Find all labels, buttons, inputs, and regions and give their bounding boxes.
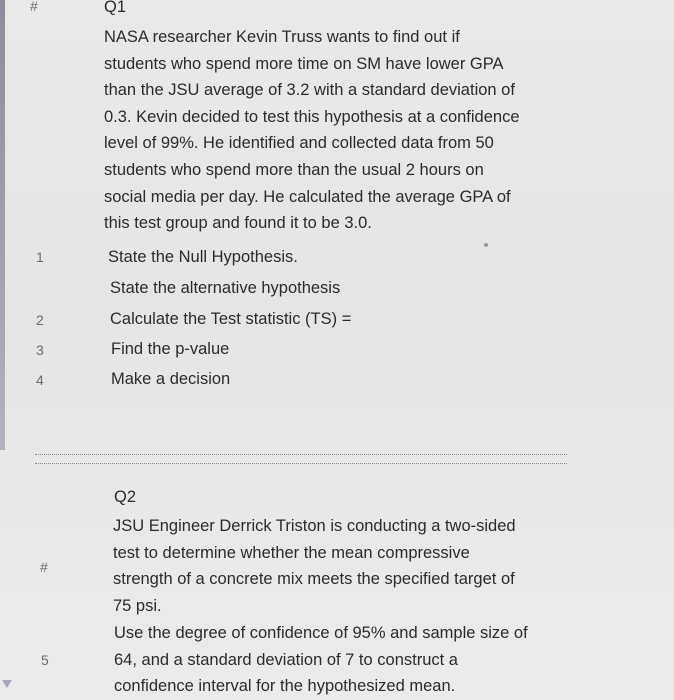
gutter-number-2: 2: [36, 312, 44, 328]
q1-line: this test group and found it to be 3.0.: [104, 214, 372, 233]
gutter-hash-top: #: [30, 0, 38, 14]
q2-line: 75 psi.: [113, 596, 162, 615]
section-separator: [35, 454, 567, 464]
gutter-number-5: 5: [41, 652, 49, 668]
q2-line: test to determine whether the mean compressive: [113, 543, 470, 562]
q1-line: students who spend more than the usual 2 hours on: [104, 160, 484, 179]
q2-instruction-line: confidence interval for the hypothesized mean.: [114, 677, 456, 696]
gutter-hash-mid: #: [40, 559, 48, 575]
q1-line: students who spend more time on SM have lower GPA: [104, 54, 504, 73]
gutter-number-4: 4: [36, 372, 44, 388]
q1-task-decision: Make a decision: [111, 370, 231, 388]
q2-line: strength of a concrete mix meets the specified target of: [113, 570, 515, 589]
q1-task-alt-hypothesis: State the alternative hypothesis: [110, 279, 341, 297]
q1-task-p-value: Find the p-value: [111, 340, 230, 358]
q1-line: NASA researcher Kevin Truss wants to find out if: [104, 28, 460, 46]
q1-title: Q1: [104, 0, 127, 16]
gutter-arrow-icon: [2, 680, 12, 688]
q1-line: social media per day. He calculated the average GPA of: [104, 187, 511, 206]
q2-paragraph: [113, 513, 516, 619]
q1-line: level of 99%. He identified and collected data from 50: [104, 134, 494, 153]
q1-task-null-hypothesis: State the Null Hypothesis.: [108, 248, 298, 266]
q1-paragraph: [104, 24, 520, 237]
gutter-number-3: 3: [36, 342, 44, 358]
q2-instruction: [114, 620, 528, 700]
q2-instruction-line: 64, and a standard deviation of 7 to construct a: [114, 650, 458, 669]
gutter-number-1: 1: [36, 249, 44, 265]
gutter-scroll-indicator: [0, 0, 5, 450]
q2-line: JSU Engineer Derrick Triston is conducting a two-sided: [113, 517, 516, 535]
stray-dot: [484, 243, 488, 247]
q1-task-test-statistic: Calculate the Test statistic (TS) =: [110, 310, 352, 328]
q1-line: 0.3. Kevin decided to test this hypothesis at a confidence: [104, 107, 520, 126]
q2-title: Q2: [114, 488, 137, 506]
q1-line: than the JSU average of 3.2 with a standard deviation of: [104, 81, 515, 100]
q2-instruction-line: Use the degree of confidence of 95% and sample size of: [114, 624, 528, 642]
